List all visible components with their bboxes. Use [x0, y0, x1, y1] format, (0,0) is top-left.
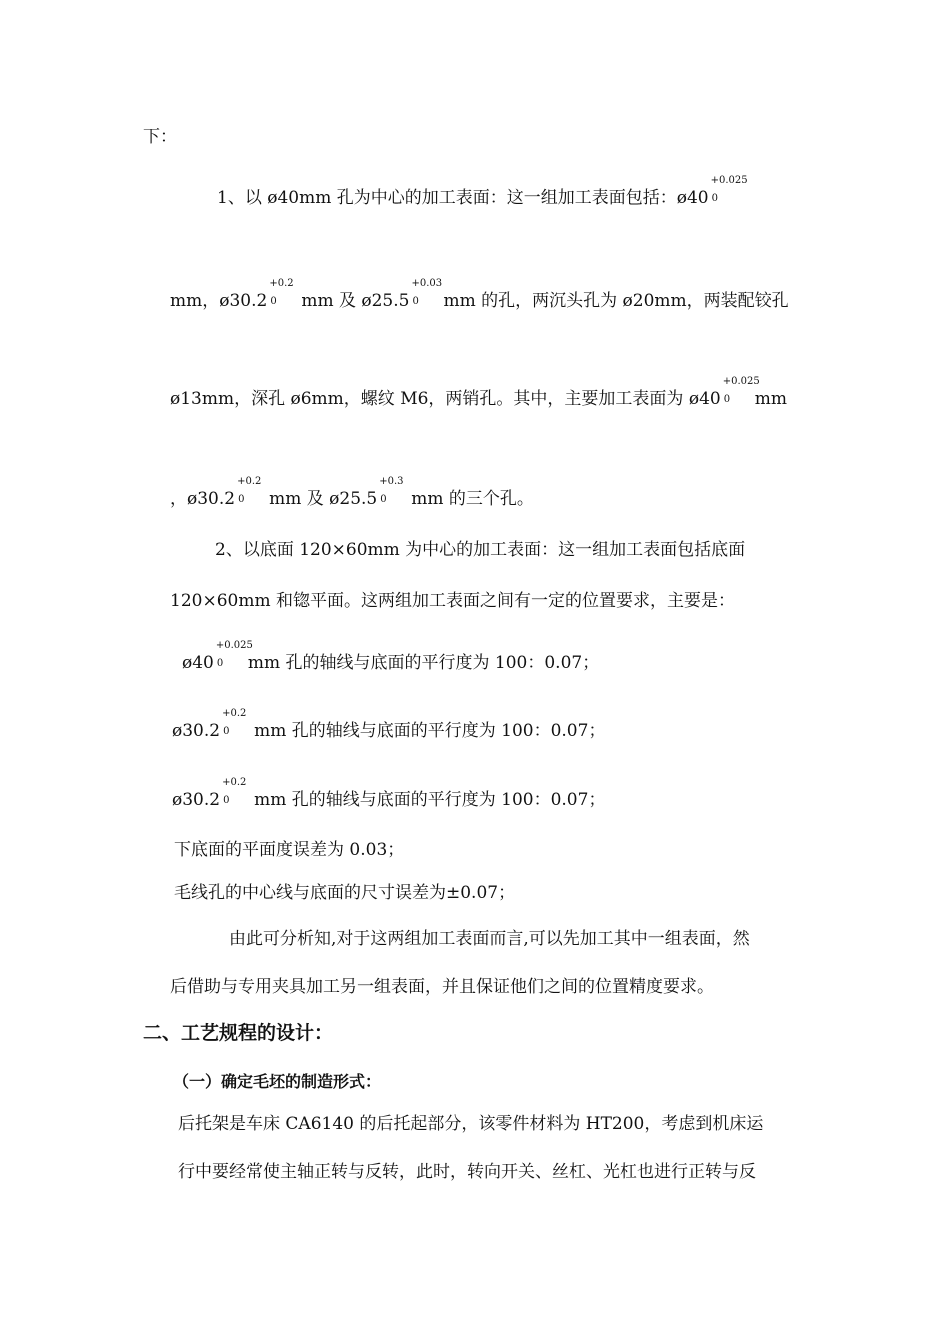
text-run: mm — [754, 389, 787, 409]
text-run: mm 孔的轴线与底面的平行度为 100：0.07； — [247, 653, 600, 673]
tolerance-upper: +0.2 — [269, 278, 294, 289]
paragraph-line — [172, 777, 606, 810]
tolerance-lower: 0 — [412, 296, 419, 307]
text-run: ø40 — [182, 653, 214, 673]
tolerance-sup-sub — [411, 278, 443, 307]
tolerance-sup-sub — [215, 640, 253, 669]
tolerance-upper: +0.2 — [237, 476, 262, 487]
paragraph-line — [170, 376, 787, 409]
tolerance-lower: 0 — [270, 296, 277, 307]
text-run: ø13mm，深孔 ø6mm，螺纹 M6，两销孔。其中，主要加工表面为 ø40 — [170, 389, 721, 409]
text-run: mm 孔的轴线与底面的平行度为 100：0.07； — [254, 721, 606, 741]
text-run: ø30.2 — [172, 721, 221, 741]
paragraph-line: 下底面的平面度误差为 0.03； — [174, 840, 405, 860]
text-run: ø30.2 — [172, 790, 221, 810]
tolerance-upper: +0.025 — [710, 175, 748, 186]
tolerance-sup-sub — [222, 777, 252, 806]
text-run: mm 及 ø25.5 — [301, 291, 410, 311]
tolerance-sup-sub — [237, 476, 267, 505]
text-run: 1、以 ø40mm 孔为中心的加工表面：这一组加工表面包括：ø40 — [217, 188, 709, 208]
text-run: mm，ø30.2 — [170, 291, 268, 311]
text-run: mm 的孔，两沉头孔为 ø20mm，两装配铰孔 — [443, 291, 789, 311]
paragraph-line — [170, 476, 534, 509]
tolerance-sup-sub — [710, 175, 748, 204]
tolerance-lower: 0 — [711, 193, 718, 204]
tolerance-lower: 0 — [723, 394, 731, 405]
tolerance-sup-sub — [222, 708, 252, 737]
subsection-heading: （一）确定毛坯的制造形式： — [173, 1072, 382, 1091]
tolerance-upper: +0.025 — [215, 640, 253, 651]
paragraph-line: 下： — [143, 127, 177, 147]
tolerance-upper: +0.025 — [722, 376, 760, 387]
paragraph-line — [172, 708, 606, 741]
paragraph-line: 120×60mm 和锪平面。这两组加工表面之间有一定的位置要求，主要是： — [170, 591, 735, 611]
tolerance-lower: 0 — [380, 494, 387, 505]
tolerance-sup-sub — [722, 376, 760, 405]
tolerance-sup-sub — [269, 278, 299, 307]
tolerance-lower: 0 — [238, 494, 245, 505]
tolerance-lower: 0 — [216, 658, 224, 669]
tolerance-lower: 0 — [223, 795, 230, 806]
section-heading: 二、工艺规程的设计： — [143, 1022, 334, 1044]
paragraph-line: 后托架是车床 CA6140 的后托起部分，该零件材料为 HT200，考虑到机床运 — [178, 1114, 764, 1134]
tolerance-upper: +0.03 — [411, 278, 443, 289]
paragraph-line: 毛线孔的中心线与底面的尺寸误差为±0.07； — [174, 883, 516, 903]
tolerance-upper: +0.2 — [222, 708, 247, 719]
paragraph-line — [182, 640, 600, 673]
text-run: mm 及 ø25.5 — [269, 489, 378, 509]
tolerance-sup-sub — [379, 476, 409, 505]
paragraph-line: 2、以底面 120×60mm 为中心的加工表面：这一组加工表面包括底面 — [215, 540, 746, 560]
text-run: ，ø30.2 — [170, 489, 236, 509]
tolerance-upper: +0.2 — [222, 777, 247, 788]
paragraph-line: 后借助与专用夹具加工另一组表面，并且保证他们之间的位置精度要求。 — [170, 977, 714, 997]
paragraph-line — [217, 175, 748, 208]
paragraph-line: 行中要经常使主轴正转与反转，此时，转向开关、丝杠、光杠也进行正转与反 — [178, 1162, 756, 1182]
tolerance-upper: +0.3 — [379, 476, 404, 487]
text-run: mm 的三个孔。 — [411, 489, 534, 509]
tolerance-lower: 0 — [223, 726, 230, 737]
paragraph-line: 由此可分析知,对于这两组加工表面而言,可以先加工其中一组表面，然 — [229, 929, 750, 949]
paragraph-line — [170, 278, 789, 311]
text-run: mm 孔的轴线与底面的平行度为 100：0.07； — [254, 790, 606, 810]
